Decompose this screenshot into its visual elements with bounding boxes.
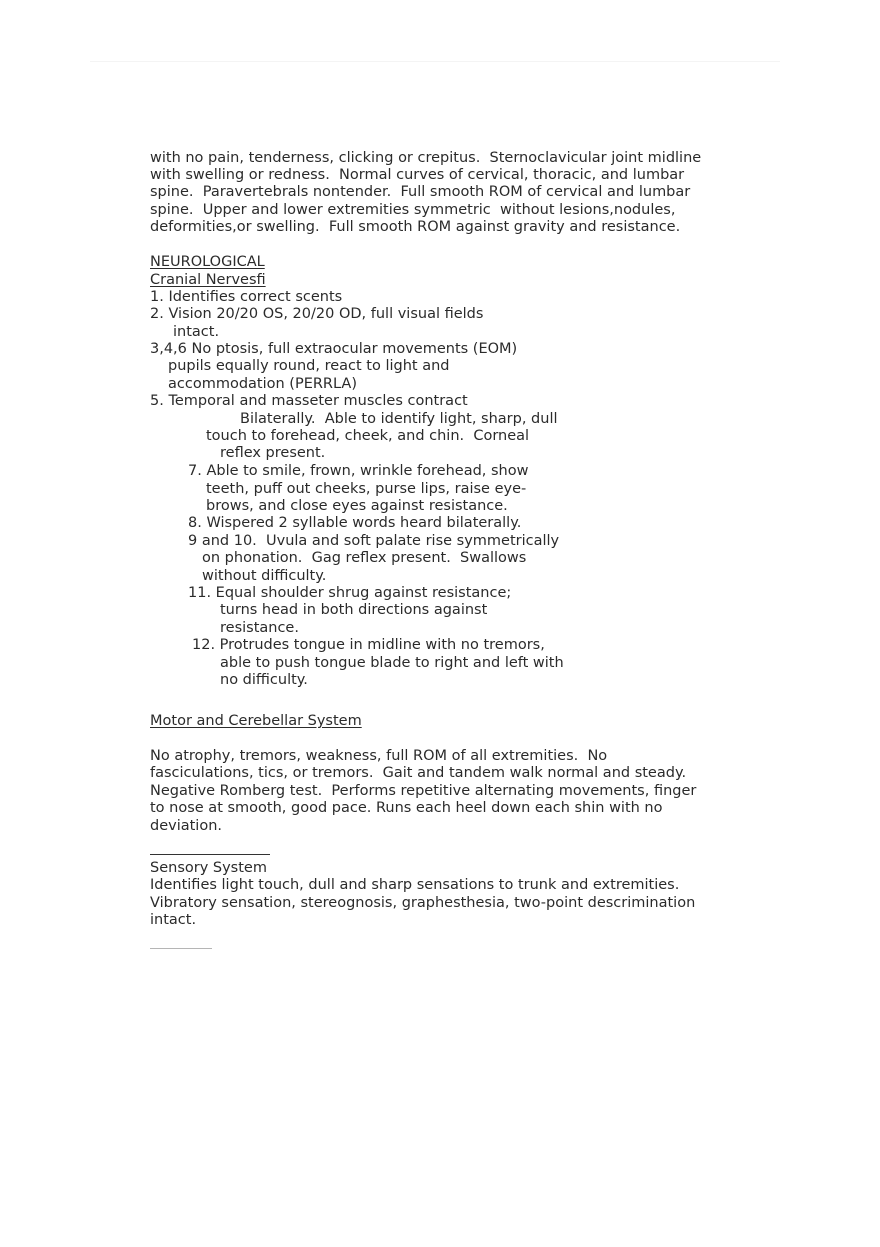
cranial-nerve-item: teeth, puff out cheeks, purse lips, raise eye- [206, 481, 527, 497]
cranial-nerve-item: 8. Wispered 2 syllable words heard bilaterally. [188, 515, 522, 531]
cranial-nerve-item: reflex present. [220, 445, 326, 461]
motor-text-line: fasciculations, tics, or tremors. Gait and tandem walk normal and steady. [150, 765, 687, 781]
motor-text-line: deviation. [150, 818, 223, 834]
cranial-nerve-item: turns head in both directions against [220, 602, 488, 618]
sensory-text-line: intact. [150, 912, 197, 928]
neurological-heading: NEUROLOGICAL [150, 254, 265, 270]
cranial-nerve-item: no diﬃculty. [220, 672, 308, 688]
exam-text-line: spine. Paravertebrals nontender. Full smooth ROM of cervical and lumbar [150, 184, 691, 200]
exam-text-line: with swelling or redness. Normal curves of cervical, thoracic, and lumbar [150, 167, 685, 183]
exam-text-line: with no pain, tenderness, clicking or crepitus. Sternoclavicular joint midline [150, 150, 702, 166]
cranial-nerve-item: brows, and close eyes against resistance. [206, 498, 508, 514]
cranial-nerve-item: accommodation (PERRLA) [168, 376, 357, 392]
cranial-nerve-item: able to push tongue blade to right and left with [220, 655, 564, 671]
cranial-nerve-item: 9 and 10. Uvula and soft palate rise symmetrically [188, 533, 560, 549]
cranial-nerve-item: 1. Identifies correct scents [150, 289, 343, 305]
sensory-heading: Sensory System [150, 860, 267, 876]
cranial-nerve-item: 3,4,6 No ptosis, full extraocular movements (EOM) [150, 341, 518, 357]
cranial-nerves-heading: Cranial Nervesﬁ [150, 272, 266, 288]
exam-text-line: spine. Upper and lower extremities symmetric without lesions,nodules, [150, 202, 676, 218]
cranial-nerve-item: 5. Temporal and masseter muscles contract [150, 393, 468, 409]
motor-text-line: Negative Romberg test. Performs repetitive alternating movements, finger [150, 783, 697, 799]
cranial-nerve-item: 12. Protrudes tongue in midline with no tremors, [192, 637, 545, 653]
cranial-nerve-item: without diﬃculty. [202, 568, 327, 584]
cranial-nerve-item: 11. Equal shoulder shrug against resistance; [188, 585, 512, 601]
cranial-nerve-item: 2. Vision 20/20 OS, 20/20 OD, full visual fields [150, 306, 484, 322]
motor-text-line: No atrophy, tremors, weakness, full ROM of all extremities. No [150, 748, 608, 764]
sensory-text-line: Vibratory sensation, stereognosis, graphesthesia, two-point descrimination [150, 895, 696, 911]
cranial-nerve-item: pupils equally round, react to light and [168, 358, 450, 374]
cranial-nerve-item: intact. [173, 324, 220, 340]
cranial-nerve-item: touch to forehead, cheek, and chin. Corneal [206, 428, 530, 444]
section-divider [150, 948, 212, 949]
cranial-nerve-item: on phonation. Gag reflex present. Swallows [202, 550, 527, 566]
exam-text-line: deformities,or swelling. Full smooth ROM against gravity and resistance. [150, 219, 681, 235]
motor-text-line: to nose at smooth, good pace. Runs each heel down each shin with no [150, 800, 663, 816]
page-top-rule [90, 61, 780, 62]
sensory-text-line: Identifies light touch, dull and sharp sensations to trunk and extremities. [150, 877, 680, 893]
cranial-nerve-item: 7. Able to smile, frown, wrinkle forehead, show [188, 463, 529, 479]
cranial-nerve-item: Bilaterally. Able to identify light, sharp, dull [240, 411, 558, 427]
section-divider [150, 854, 270, 855]
motor-cerebellar-heading: Motor and Cerebellar System [150, 713, 362, 729]
cranial-nerve-item: resistance. [220, 620, 299, 636]
